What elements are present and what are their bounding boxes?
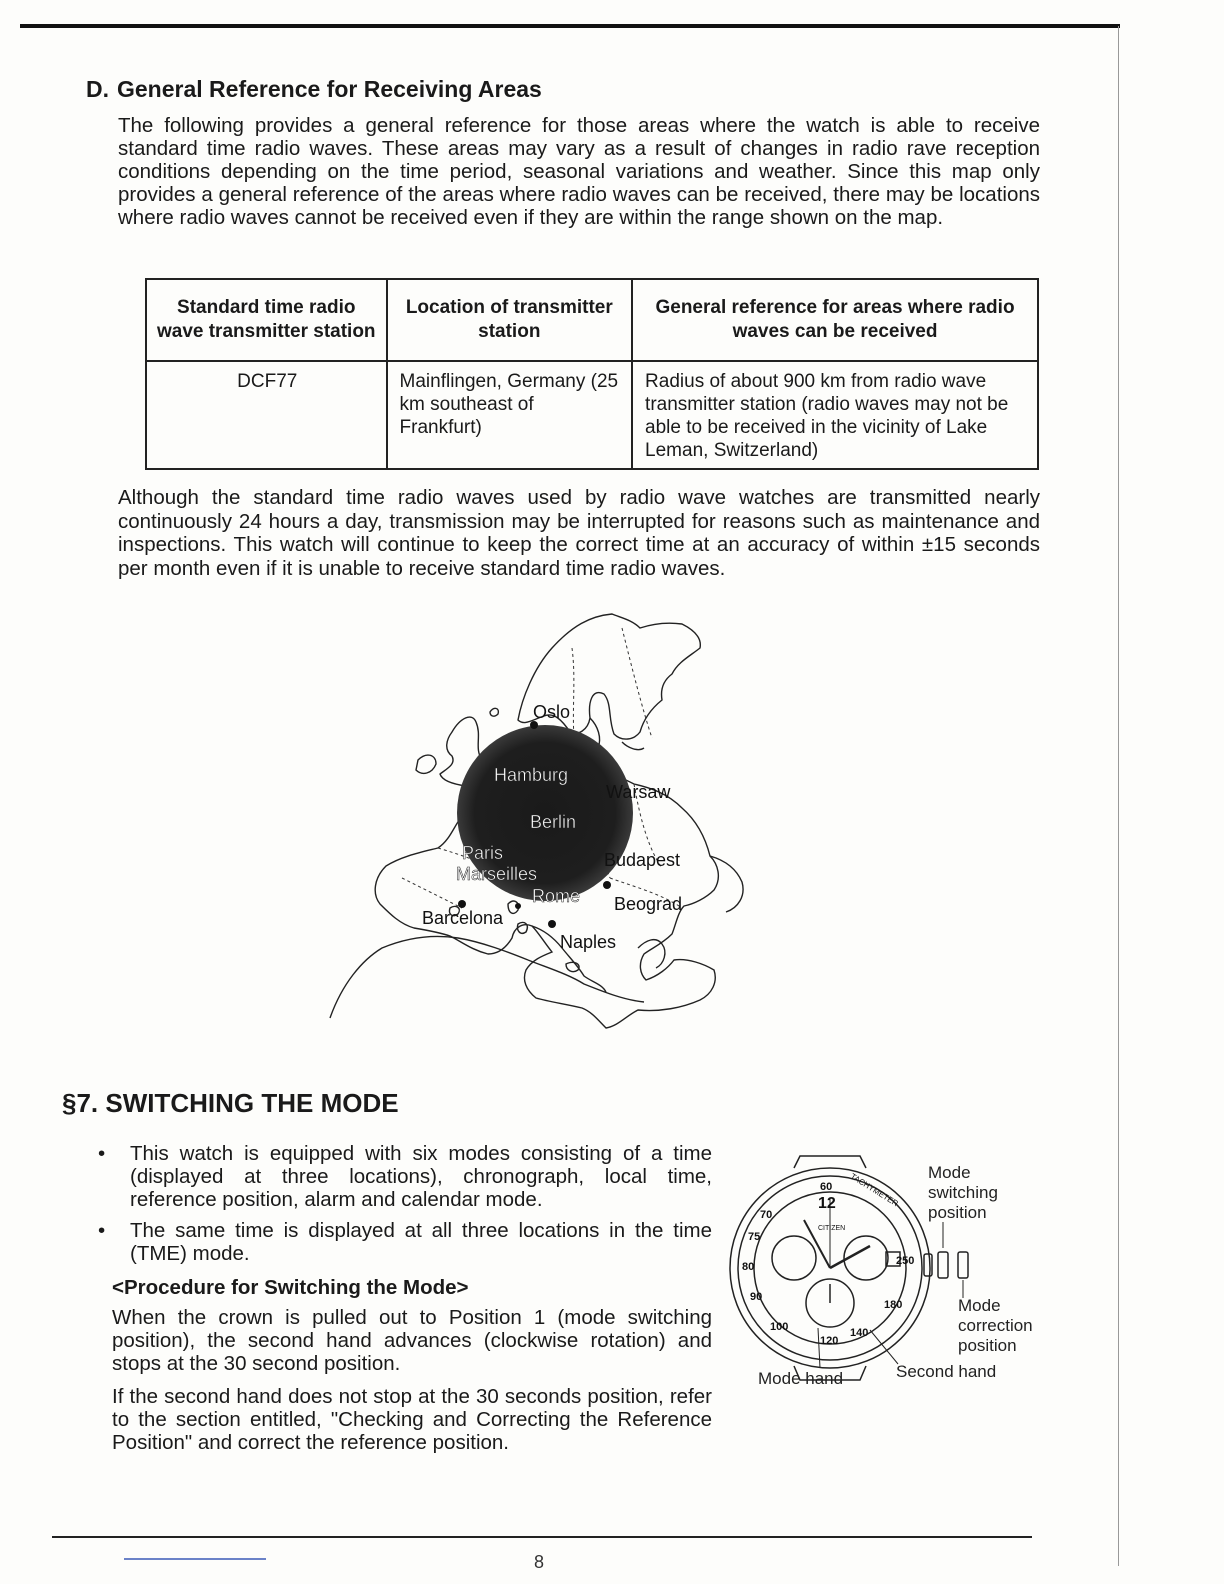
city-label-hamburg: Hamburg <box>494 765 569 785</box>
subdial-left <box>772 1236 816 1280</box>
label-second-hand: Second hand <box>896 1362 997 1381</box>
table-header-row <box>146 279 1038 361</box>
brand-logo: CITIZEN <box>818 1225 846 1232</box>
section-d-heading: D. General Reference for Receiving Areas <box>86 76 542 102</box>
intro-paragraph: The following provides a general reference for those areas where the watch is able to receive standard time radio waves. These areas may vary as a result of changes in radio rave reception conditions depending on the time period, seasonal variations and weather. Since this map only provides a general reference of the areas where radio waves can be received, there may be locations where radio waves cannot be received even if they are within the range shown on the map. <box>118 114 1040 229</box>
crown-position-2-icon <box>958 1252 968 1278</box>
bottom-rule <box>52 1536 1032 1538</box>
top-rule <box>20 24 1120 28</box>
svg-text:180: 180 <box>884 1299 903 1311</box>
table-row <box>146 361 1038 469</box>
hour-hand <box>830 1246 870 1268</box>
svg-text:250: 250 <box>896 1255 915 1267</box>
svg-text:140: 140 <box>850 1327 869 1339</box>
table-cell-location: Mainflingen, Germany (25 km southeast of Frankfurt) <box>387 361 633 469</box>
svg-text:90: 90 <box>750 1291 763 1303</box>
transmission-paragraph: Although the standard time radio waves used by radio wave watches are transmitted nearly continuously 24 hours a day, transmission may be interrupted for reasons such as maintenance and inspections. This watch will continue to keep the correct time at an accuracy of within ±15 seconds per month even if it is unable to receive standard time radio waves. <box>118 486 1040 580</box>
city-label-rome: Rome <box>532 886 581 906</box>
city-dot-beograd <box>603 881 611 889</box>
svg-text:70: 70 <box>760 1209 773 1221</box>
svg-text:120: 120 <box>820 1335 839 1347</box>
city-label-paris: Paris <box>462 843 504 863</box>
label-mode-correction: Mode correction position <box>958 1296 1033 1355</box>
reference-table <box>145 278 1039 470</box>
city-dot-barcelona <box>458 900 466 908</box>
city-dot-rome <box>515 903 521 909</box>
procedure-heading: <Procedure for Switching the Mode> <box>112 1276 469 1299</box>
city-dot-naples <box>548 920 556 928</box>
section-7-title: §7. SWITCHING THE MODE <box>62 1088 399 1118</box>
svg-text:80: 80 <box>742 1261 755 1273</box>
crown-position-1-icon <box>938 1252 948 1278</box>
bullet-item: • This watch is equipped with six modes consisting of a time (displayed at three locations), chronograph, local time, reference position, alarm and calendar mode. <box>98 1142 712 1211</box>
label-mode-hand: Mode hand <box>758 1369 844 1388</box>
table-header-cell: General reference for areas where radio waves can be received <box>632 279 1038 361</box>
city-label-warsaw: Warsaw <box>606 782 671 802</box>
city-label-marseilles: Marseilles <box>456 864 538 884</box>
bullet-icon: • <box>98 1219 106 1242</box>
city-label-budapest: Budapest <box>604 850 681 870</box>
watch-lug-top <box>794 1156 866 1168</box>
svg-text:75: 75 <box>748 1231 761 1243</box>
bezel-word: TACHYMETER <box>848 1171 900 1209</box>
dial-12: 12 <box>818 1195 836 1212</box>
city-label-naples: Naples <box>560 932 617 952</box>
bullet-icon: • <box>98 1142 106 1165</box>
bullet-item: • The same time is displayed at all three locations in the time (TME) mode. <box>98 1219 712 1265</box>
procedure-paragraph-1: When the crown is pulled out to Position 1 (mode switching position), the second hand advances (clockwise rotation) and stops at the 30 second position. <box>112 1306 712 1375</box>
city-label-berlin: Berlin <box>530 812 577 832</box>
label-mode-switching: Mode switching position <box>928 1163 998 1222</box>
pusher-icon <box>924 1254 932 1276</box>
footer-link-line <box>124 1558 266 1560</box>
right-margin-line <box>1118 26 1119 1566</box>
city-label-oslo: Oslo <box>533 702 571 722</box>
europe-reception-map <box>322 608 762 1038</box>
city-dot-oslo <box>530 721 538 729</box>
svg-text:100: 100 <box>770 1321 789 1333</box>
svg-text:60: 60 <box>820 1181 833 1193</box>
table-header-cell: Standard time radio wave transmitter station <box>146 279 387 361</box>
leader-mode-hand <box>818 1328 820 1368</box>
table-header-cell: Location of transmitter station <box>387 279 633 361</box>
procedure-paragraph-2: If the second hand does not stop at the 30 seconds position, refer to the section entitled, "Checking and Correcting the Reference Position" and correct the reference position. <box>112 1385 712 1454</box>
table-cell-reference: Radius of about 900 km from radio wave transmitter station (radio waves may not be able to be received in the vicinity of Lake Leman, Switzerland) <box>632 361 1038 469</box>
city-label-beograd: Beograd <box>614 894 683 914</box>
city-label-barcelona: Barcelona <box>422 908 504 928</box>
section-d-title: General Reference for Receiving Areas <box>117 76 542 102</box>
page-number: 8 <box>534 1552 545 1572</box>
table-cell-station: DCF77 <box>146 361 387 469</box>
